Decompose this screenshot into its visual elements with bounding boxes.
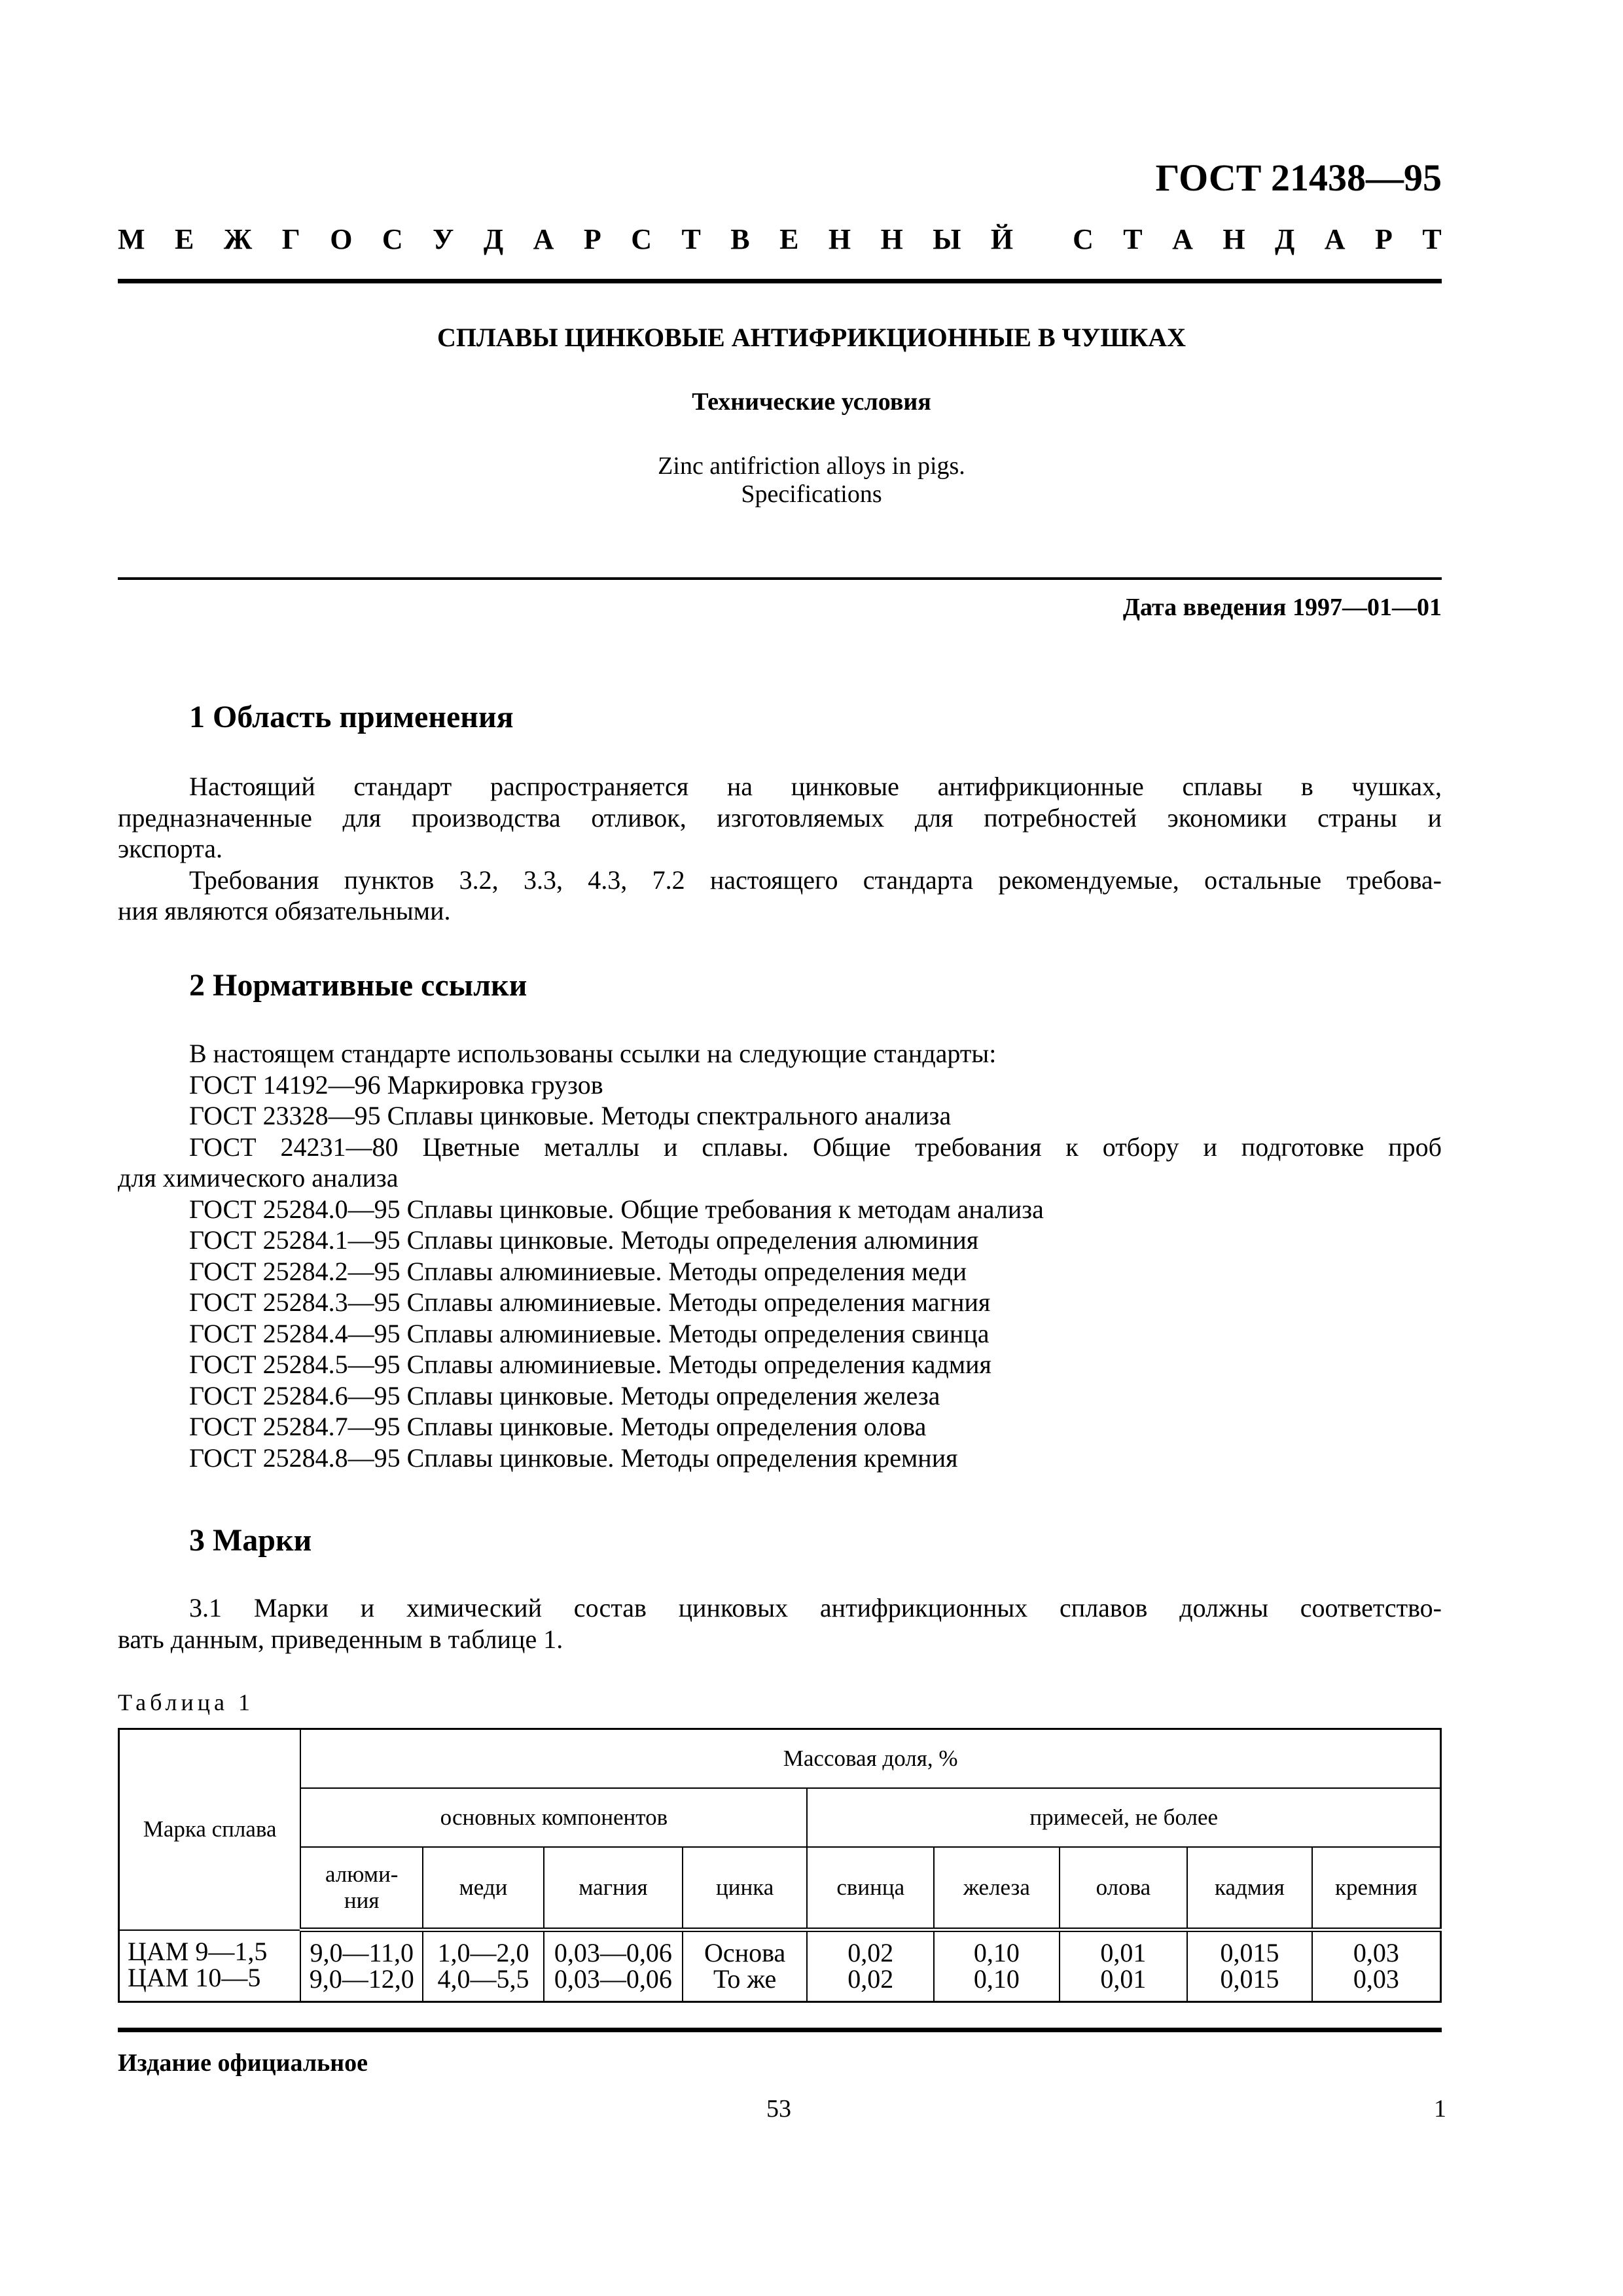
standard-type-letter: А xyxy=(1324,223,1346,255)
text-line: ГОСТ 25284.7—95 Сплавы цинковые. Методы определения олова xyxy=(189,1412,927,1441)
divider xyxy=(118,279,1442,283)
standard-type-letter: Е xyxy=(174,223,194,255)
table-caption: Таблица 1 xyxy=(118,1689,254,1715)
composition-table xyxy=(118,1728,1442,2003)
text-line: экспорта. xyxy=(118,834,223,863)
text-line: ГОСТ 25284.4—95 Сплавы алюминиевые. Методы определения свинца xyxy=(189,1318,990,1348)
standard-type-letter: Д xyxy=(1275,223,1295,255)
grade-header: Марка сплава xyxy=(119,1729,301,1930)
text-line: ГОСТ 25284.3—95 Сплавы алюминиевые. Методы определения магния xyxy=(189,1287,991,1317)
table-cell: 0,03—0,06 xyxy=(554,1964,672,1994)
table-cell: 0,02 xyxy=(847,1964,894,1994)
column-header: олова xyxy=(1060,1847,1187,1930)
standard-type-letter: Н xyxy=(880,223,903,255)
text-line: Настоящий стандарт распространяется на цинковые антифрикционные сплавы в чушках, xyxy=(189,772,1442,801)
table-cell: 0,10 xyxy=(973,1938,1020,1967)
standard-type-letter: Ж xyxy=(223,223,253,255)
standard-type-letter: А xyxy=(533,223,554,255)
text-line: В настоящем стандарте использованы ссылки на следующие стандарты: xyxy=(189,1039,997,1068)
standard-type-letter: Е xyxy=(779,223,799,255)
table-cell: ЦАМ 9—1,5 xyxy=(128,1936,268,1966)
standard-type-letter: С xyxy=(382,223,403,255)
standard-type-letter: А xyxy=(1172,223,1193,255)
table-cell-column xyxy=(934,1930,1060,2002)
text-line: ния являются обязательными. xyxy=(118,896,451,925)
text-line: Требования пунктов 3.2, 3.3, 4.3, 7.2 настоящего стандарта рекомендуемые, остальные требова- xyxy=(189,865,1442,895)
impurities-header: примесей, не более xyxy=(807,1788,1440,1847)
standard-type-letter: С xyxy=(631,223,652,255)
table-cell: 0,015 xyxy=(1220,1964,1279,1994)
text-line: ГОСТ 25284.2—95 Сплавы алюминиевые. Методы определения меди xyxy=(189,1256,967,1286)
table-cell-column xyxy=(807,1930,934,2002)
table-cell-column xyxy=(1060,1930,1187,2002)
column-header: магния xyxy=(544,1847,683,1930)
table-cell: 0,10 xyxy=(973,1964,1020,1994)
table-cell-column xyxy=(683,1930,808,2002)
standard-type xyxy=(118,223,1442,256)
document-subtitle: Технические условия xyxy=(692,388,931,416)
standard-type-letter: Г xyxy=(281,223,300,255)
page-number-center: 53 xyxy=(766,2095,791,2123)
english-subtitle: Specifications xyxy=(741,480,882,508)
column-header: меди xyxy=(423,1847,544,1930)
column-header: железа xyxy=(934,1847,1060,1930)
document-title: СПЛАВЫ ЦИНКОВЫЕ АНТИФРИКЦИОННЫЕ В ЧУШКАХ xyxy=(437,323,1186,352)
text-line: ГОСТ 25284.1—95 Сплавы цинковые. Методы определения алюминия xyxy=(189,1225,979,1255)
table-cell: 9,0—12,0 xyxy=(309,1964,414,1994)
table-cell-column xyxy=(1312,1930,1441,2002)
table-cell: 0,02 xyxy=(847,1938,894,1967)
text-line: ГОСТ 25284.0—95 Сплавы цинковые. Общие требования к методам анализа xyxy=(189,1194,1044,1224)
section-3-heading: 3 Марки xyxy=(189,1523,312,1558)
column-header: свинца xyxy=(807,1847,934,1930)
standard-type-letter: Н xyxy=(1222,223,1245,255)
text-line: ГОСТ 25284.8—95 Сплавы цинковые. Методы определения кремния xyxy=(189,1443,958,1473)
table-cell: 0,03—0,06 xyxy=(554,1938,672,1967)
column-header: цинка xyxy=(683,1847,808,1930)
standard-type-letter: Ы xyxy=(933,223,961,255)
column-header: кремния xyxy=(1312,1847,1441,1930)
standard-type-letter: Н xyxy=(828,223,851,255)
table-cell: Основа xyxy=(704,1938,786,1967)
table-cell-column xyxy=(1187,1930,1312,2002)
text-line: предназначенные для производства отливок, изготовляемых для потребностей экономики страны и xyxy=(118,802,1442,833)
divider xyxy=(118,577,1442,580)
table-cell: ЦАМ 10—5 xyxy=(128,1962,261,1992)
standard-type-letter: Т xyxy=(1422,223,1442,255)
table-cell: 1,0—2,0 xyxy=(437,1938,529,1967)
section-1-heading: 1 Область применения xyxy=(189,700,514,734)
standard-type-letter: Р xyxy=(1375,223,1393,255)
table-cell: 0,03 xyxy=(1353,1938,1399,1967)
page-number: 1 xyxy=(1434,2095,1446,2123)
standard-type-letter: О xyxy=(330,223,353,255)
standard-type-letter: Т xyxy=(1123,223,1143,255)
standard-type-letter: В xyxy=(730,223,750,255)
text-line: ГОСТ 23328—95 Сплавы цинковые. Методы спектрального анализа xyxy=(189,1101,952,1130)
divider xyxy=(118,2028,1442,2032)
standard-type-letter: У xyxy=(433,223,454,255)
standard-type-letter: Т xyxy=(681,223,701,255)
table-cell-column xyxy=(423,1930,544,2002)
table-cell: 0,01 xyxy=(1100,1964,1147,1994)
text-line: ГОСТ 25284.5—95 Сплавы алюминиевые. Методы определения кадмия xyxy=(189,1350,991,1379)
official-edition-label: Издание официальное xyxy=(118,2049,368,2077)
standard-type-letter: С xyxy=(1073,223,1094,255)
main-components-header: основных компонентов xyxy=(300,1788,807,1847)
table-cell-column xyxy=(544,1930,683,2002)
text-line: для химического анализа xyxy=(118,1163,399,1193)
table-cell: 9,0—11,0 xyxy=(310,1938,414,1967)
table-cell-column xyxy=(119,1930,301,2002)
table-cell-column xyxy=(300,1930,423,2002)
table-cell: 0,015 xyxy=(1220,1938,1279,1967)
table-cell: 4,0—5,5 xyxy=(437,1964,529,1994)
mass-fraction-header: Массовая доля, % xyxy=(300,1729,1440,1788)
text-line: 3.1 Марки и химический состав цинковых антифрикционных сплавов должны соответство- xyxy=(189,1593,1442,1623)
text-line: ГОСТ 25284.6—95 Сплавы цинковые. Методы определения железа xyxy=(189,1380,940,1410)
column-header: алюми- ния xyxy=(300,1847,423,1930)
standard-type-letter: Д xyxy=(483,223,504,255)
table-cell: 0,03 xyxy=(1353,1964,1399,1994)
section-2-heading: 2 Нормативные ссылки xyxy=(189,968,527,1003)
english-title: Zinc antifriction alloys in pigs. xyxy=(658,452,965,480)
text-line: вать данным, приведенным в таблице 1. xyxy=(118,1624,563,1654)
text-line: ГОСТ 24231—80 Цветные металлы и сплавы. Общие требования к отбору и подготовке проб xyxy=(189,1132,1442,1162)
text-line: ГОСТ 14192—96 Маркировка грузов xyxy=(189,1069,603,1100)
standard-type-letter: М xyxy=(118,223,145,255)
table-cell: 0,01 xyxy=(1100,1938,1147,1967)
standard-type-letter: Р xyxy=(583,223,601,255)
document-number: ГОСТ 21438—95 xyxy=(1155,156,1442,199)
standard-type-letter: Й xyxy=(990,223,1014,255)
table-cell: То же xyxy=(713,1964,777,1994)
column-header: кадмия xyxy=(1187,1847,1312,1930)
introduction-date: Дата введения 1997—01—01 xyxy=(1122,594,1442,621)
